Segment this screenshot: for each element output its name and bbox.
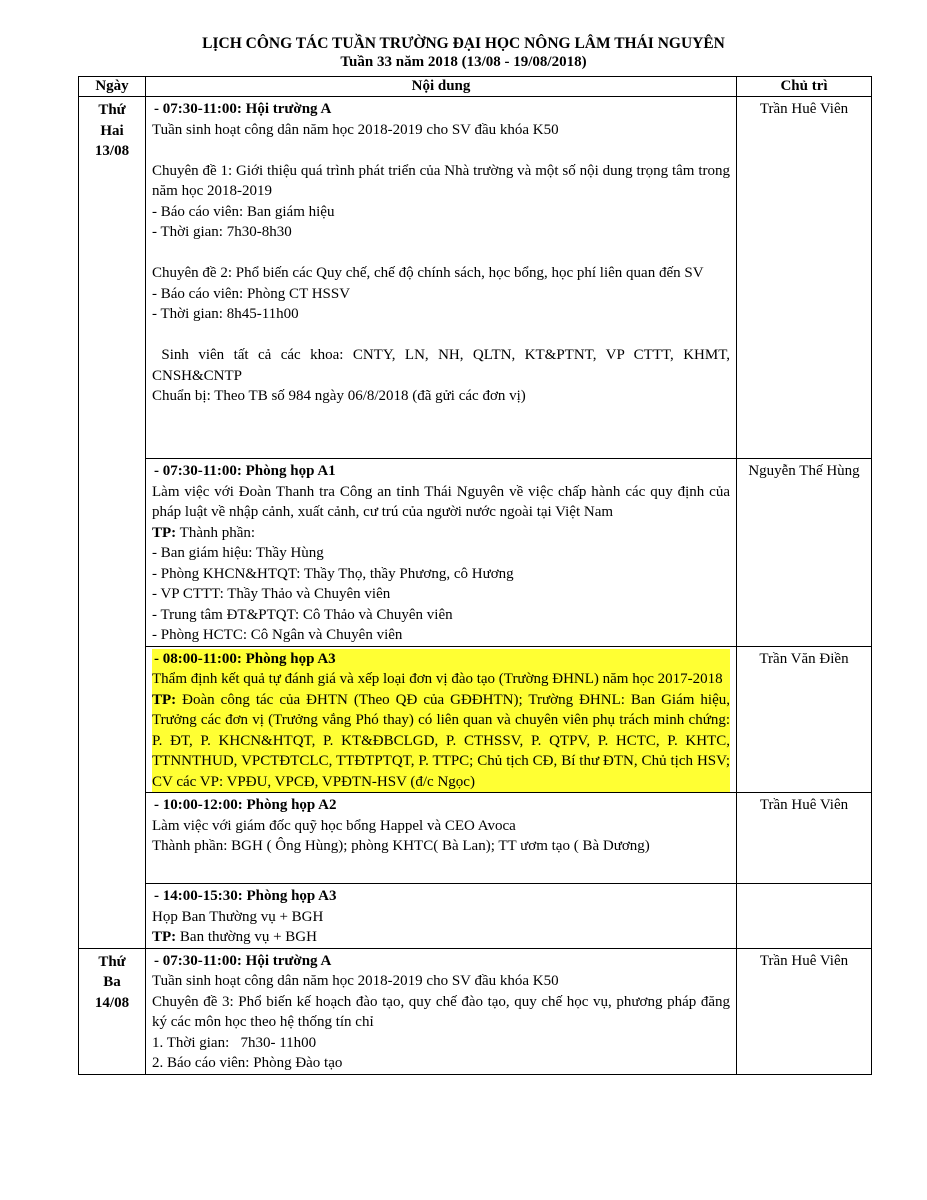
event-line: - VP CTTT: Thầy Thảo và Chuyên viên	[152, 586, 391, 602]
column-header-day: Ngày	[79, 77, 146, 97]
table-row	[79, 793, 872, 884]
event-heading: - 14:00-15:30: Phòng họp A3	[154, 888, 337, 904]
table-row	[79, 97, 872, 459]
event-line: - Ban giám hiệu: Thầy Hùng	[152, 545, 324, 561]
event-content	[146, 97, 737, 459]
day-name: Ba	[103, 974, 121, 990]
event-heading: - 08:00-11:00: Phòng họp A3	[154, 650, 336, 667]
day-date: 13/08	[94, 143, 130, 159]
event-content	[146, 793, 737, 884]
event-line: Họp Ban Thường vụ + BGH	[152, 908, 324, 925]
event-line: - Báo cáo viên: Phòng CT HSSV	[152, 285, 351, 302]
host-cell	[737, 884, 872, 949]
event-participants	[152, 690, 730, 793]
event-content	[146, 646, 737, 793]
event-content	[146, 884, 737, 949]
host-cell: Trần Huê Viên	[737, 948, 872, 1074]
day-cell-monday	[79, 97, 146, 949]
tp-label: TP:	[152, 524, 177, 541]
event-line: Thành phần: BGH ( Ông Hùng); phòng KHTC( Bà Lan); TT ươm tạo ( Bà Dương)	[152, 838, 650, 854]
event-line: Làm việc với Đoàn Thanh tra Công an tỉnh Thái Nguyên về việc chấp hành các quy định của pháp luật về nhập cảnh, xuất cảnh, cư trú của người nước ngoài tại Việt Nam	[152, 483, 730, 520]
event-line: Tuần sinh hoạt công dân năm học 2018-2019 cho SV đầu khóa K50	[152, 121, 559, 138]
day-date: 14/08	[94, 994, 130, 1011]
event-line: - Phòng KHCN&HTQT: Thầy Thọ, thầy Phương, cô Hương	[152, 565, 514, 582]
host-cell: Trần Văn Điền	[737, 646, 872, 793]
event-content	[146, 459, 737, 647]
event-heading: - 07:30-11:00: Phòng họp A1	[154, 463, 336, 479]
event-line: - Thời gian: 7h30-8h30	[152, 224, 292, 240]
column-header-content: Nội dung	[146, 77, 737, 97]
event-line: Chuyên đề 1: Giới thiệu quá trình phát triển của Nhà trường và một số nội dung trọng tâm trong năm học 2018-2019	[152, 162, 730, 199]
event-heading: - 07:30-11:00: Hội trường A	[154, 952, 332, 969]
event-line: Thẩm định kết quả tự đánh giá và xếp loại đơn vị đào tạo (Trường ĐHNL) năm học 2017-2018	[152, 671, 723, 687]
host-cell: Trần Huê Viên	[737, 97, 872, 459]
tp-text: Ban thường vụ + BGH	[176, 929, 317, 945]
event-line: - Thời gian: 8h45-11h00	[152, 306, 299, 322]
table-row	[79, 948, 872, 1074]
table-row	[79, 646, 872, 793]
event-participants	[152, 523, 730, 544]
tp-text: Đoàn công tác của ĐHTN (Theo QĐ của GĐĐHTN); Trường ĐHNL: Ban Giám hiệu, Trưởng các đơn vị (Trưởng vắng Phó thay) có liên quan và chuyên viên phụ trách minh chứng: P. ĐT, P. KHCN&HTQT, P. KT&ĐBCLGD, P. CTHSSV, P. QTPV, P. HCTC, P. KHTC, TTNNTHUD, VPCTĐTCLC, TTĐTPTQT, P. TTPC; Chủ tịch CĐ, Bí thư ĐTN, Chủ tịch HSV; CV các VP: VPĐU, VPCĐ, VPĐTN-HSV (đ/c Ngọc)	[152, 691, 730, 790]
tp-label: TP:	[152, 691, 177, 708]
page-title: LỊCH CÔNG TÁC TUẦN TRƯỜNG ĐẠI HỌC NÔNG LÂM THÁI NGUYÊN	[202, 35, 725, 52]
event-line: - Trung tâm ĐT&PTQT: Cô Thảo và Chuyên viên	[152, 606, 453, 623]
day-label: Thứ	[98, 953, 126, 970]
event-line: Tuần sinh hoạt công dân năm học 2018-2019 cho SV đầu khóa K50	[152, 973, 559, 989]
table-row	[79, 459, 872, 647]
day-name: Hai	[100, 122, 124, 139]
tp-text: Thành phần:	[176, 524, 256, 541]
event-line: 2. Báo cáo viên: Phòng Đào tạo	[152, 1055, 343, 1071]
event-line: - Báo cáo viên: Ban giám hiệu	[152, 203, 335, 220]
day-cell-tuesday	[79, 948, 146, 1074]
page-subtitle: Tuần 33 năm 2018 (13/08 - 19/08/2018)	[340, 54, 587, 70]
event-heading: - 10:00-12:00: Phòng họp A2	[154, 797, 337, 813]
column-header-host: Chủ trì	[737, 77, 872, 97]
schedule-table	[78, 76, 872, 1075]
event-line: - Phòng HCTC: Cô Ngân và Chuyên viên	[152, 627, 403, 643]
day-label: Thứ	[98, 102, 126, 118]
host-cell: Trần Huê Viên	[737, 793, 872, 884]
event-content	[146, 948, 737, 1074]
event-line: 1. Thời gian: 7h30- 11h00	[152, 1034, 317, 1051]
event-line: Chuyên đề 2: Phổ biến các Quy chế, chế độ chính sách, học bổng, học phí liên quan đến SV	[152, 265, 704, 281]
table-row	[79, 884, 872, 949]
highlighted-block	[152, 649, 730, 793]
host-cell: Nguyễn Thế Hùng	[737, 459, 872, 647]
table-header-row	[79, 77, 872, 97]
event-line: Làm việc với giám đốc quỹ học bổng Happel và CEO Avoca	[152, 817, 516, 834]
event-participants	[152, 927, 730, 948]
event-line: Sinh viên tất cả các khoa: CNTY, LN, NH, QLTN, KT&PTNT, VP CTTT, KHMT, CNSH&CNTP	[152, 347, 734, 384]
event-line: Chuẩn bị: Theo TB số 984 ngày 06/8/2018 (đã gửi các đơn vị)	[152, 388, 526, 404]
tp-label: TP:	[152, 929, 177, 945]
event-heading: - 07:30-11:00: Hội trường A	[154, 101, 332, 117]
event-line: Chuyên đề 3: Phổ biến kế hoạch đào tạo, quy chế đào tạo, quy chế học vụ, phương pháp đăng ký các môn học theo hệ thống tín chỉ	[152, 993, 730, 1030]
